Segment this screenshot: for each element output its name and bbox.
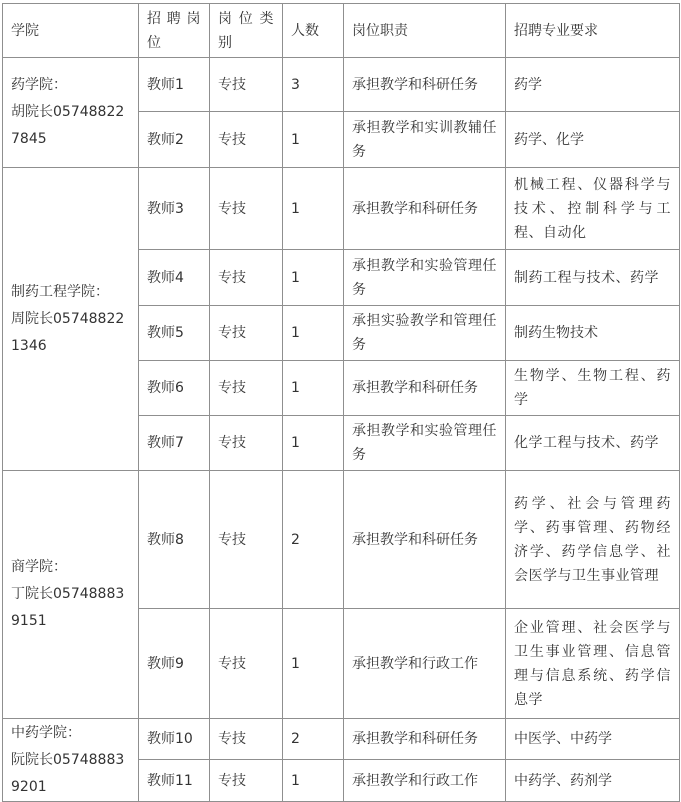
college-contact: 丁院长05748883 bbox=[11, 586, 125, 602]
position-cell: 教师10 bbox=[139, 719, 210, 760]
college-cell bbox=[3, 471, 139, 719]
college-name: 中药学院： bbox=[11, 724, 81, 741]
college-contact-tail: 7845 bbox=[11, 131, 47, 147]
major-cell: 中医学、中药学 bbox=[506, 719, 680, 760]
count-cell: 3 bbox=[283, 58, 344, 112]
duty-cell: 承担教学和实验管理任务 bbox=[344, 250, 506, 306]
duty-cell: 承担教学和科研任务 bbox=[344, 719, 506, 760]
duty-cell: 承担教学和实训教辅任务 bbox=[344, 112, 506, 168]
duty-cell: 承担教学和实验管理任务 bbox=[344, 416, 506, 471]
category-cell: 专技 bbox=[210, 760, 283, 802]
category-cell: 专技 bbox=[210, 609, 283, 719]
count-cell: 1 bbox=[283, 416, 344, 471]
header-major: 招聘专业要求 bbox=[506, 4, 680, 58]
college-contact: 胡院长05748822 bbox=[11, 104, 125, 120]
position-cell: 教师9 bbox=[139, 609, 210, 719]
count-cell: 1 bbox=[283, 250, 344, 306]
position-cell: 教师2 bbox=[139, 112, 210, 168]
category-cell: 专技 bbox=[210, 361, 283, 416]
duty-cell: 承担教学和科研任务 bbox=[344, 58, 506, 112]
position-cell: 教师4 bbox=[139, 250, 210, 306]
position-cell: 教师1 bbox=[139, 58, 210, 112]
major-cell: 药学、社会与管理药学、药事管理、药物经济学、药学信息学、社会医学与卫生事业管理 bbox=[506, 471, 680, 609]
college-contact-tail: 1346 bbox=[11, 337, 47, 354]
table-header-row bbox=[3, 4, 680, 58]
table-row bbox=[3, 58, 680, 112]
major-cell: 生物学、生物工程、药学 bbox=[506, 361, 680, 416]
position-cell: 教师8 bbox=[139, 471, 210, 609]
count-cell: 1 bbox=[283, 112, 344, 168]
header-college: 学院 bbox=[3, 4, 139, 58]
position-cell: 教师7 bbox=[139, 416, 210, 471]
position-cell: 教师11 bbox=[139, 760, 210, 802]
count-cell: 1 bbox=[283, 760, 344, 802]
table-row bbox=[3, 168, 680, 250]
table-row bbox=[3, 471, 680, 609]
major-cell: 药学、化学 bbox=[506, 112, 680, 168]
count-cell: 1 bbox=[283, 361, 344, 416]
category-cell: 专技 bbox=[210, 719, 283, 760]
category-cell: 专技 bbox=[210, 471, 283, 609]
duty-cell: 承担实验教学和管理任务 bbox=[344, 306, 506, 361]
count-cell: 1 bbox=[283, 609, 344, 719]
college-contact-tail: 9201 bbox=[11, 778, 47, 795]
college-name: 商学院： bbox=[11, 559, 67, 575]
duty-cell: 承担教学和科研任务 bbox=[344, 471, 506, 609]
header-count: 人数 bbox=[283, 4, 344, 58]
header-duty: 岗位职责 bbox=[344, 4, 506, 58]
category-cell: 专技 bbox=[210, 112, 283, 168]
count-cell: 1 bbox=[283, 306, 344, 361]
major-cell: 制药生物技术 bbox=[506, 306, 680, 361]
college-contact: 周院长05748822 bbox=[11, 310, 125, 327]
category-cell: 专技 bbox=[210, 250, 283, 306]
duty-cell: 承担教学和科研任务 bbox=[344, 168, 506, 250]
college-cell bbox=[3, 719, 139, 802]
category-cell: 专技 bbox=[210, 306, 283, 361]
college-name: 药学院： bbox=[11, 77, 67, 93]
major-cell: 机械工程、仪器科学与技术、控制科学与工程、自动化 bbox=[506, 168, 680, 250]
major-cell: 中药学、药剂学 bbox=[506, 760, 680, 802]
recruitment-table bbox=[2, 3, 680, 802]
duty-cell: 承担教学和行政工作 bbox=[344, 609, 506, 719]
college-name: 制药工程学院： bbox=[11, 283, 109, 300]
category-cell: 专技 bbox=[210, 168, 283, 250]
position-cell: 教师5 bbox=[139, 306, 210, 361]
count-cell: 2 bbox=[283, 471, 344, 609]
position-cell: 教师3 bbox=[139, 168, 210, 250]
duty-cell: 承担教学和科研任务 bbox=[344, 361, 506, 416]
major-cell: 制药工程与技术、药学 bbox=[506, 250, 680, 306]
header-category: 岗位类别 bbox=[210, 4, 283, 58]
position-cell: 教师6 bbox=[139, 361, 210, 416]
major-cell: 化学工程与技术、药学 bbox=[506, 416, 680, 471]
count-cell: 2 bbox=[283, 719, 344, 760]
table-row bbox=[3, 719, 680, 760]
college-cell bbox=[3, 58, 139, 168]
category-cell: 专技 bbox=[210, 416, 283, 471]
major-cell: 药学 bbox=[506, 58, 680, 112]
duty-cell: 承担教学和行政工作 bbox=[344, 760, 506, 802]
count-cell: 1 bbox=[283, 168, 344, 250]
college-contact-tail: 9151 bbox=[11, 613, 47, 629]
major-cell: 企业管理、社会医学与卫生事业管理、信息管理与信息系统、药学信息学 bbox=[506, 609, 680, 719]
college-cell bbox=[3, 168, 139, 471]
header-position: 招聘岗位 bbox=[139, 4, 210, 58]
category-cell: 专技 bbox=[210, 58, 283, 112]
college-contact: 阮院长05748883 bbox=[11, 751, 125, 768]
